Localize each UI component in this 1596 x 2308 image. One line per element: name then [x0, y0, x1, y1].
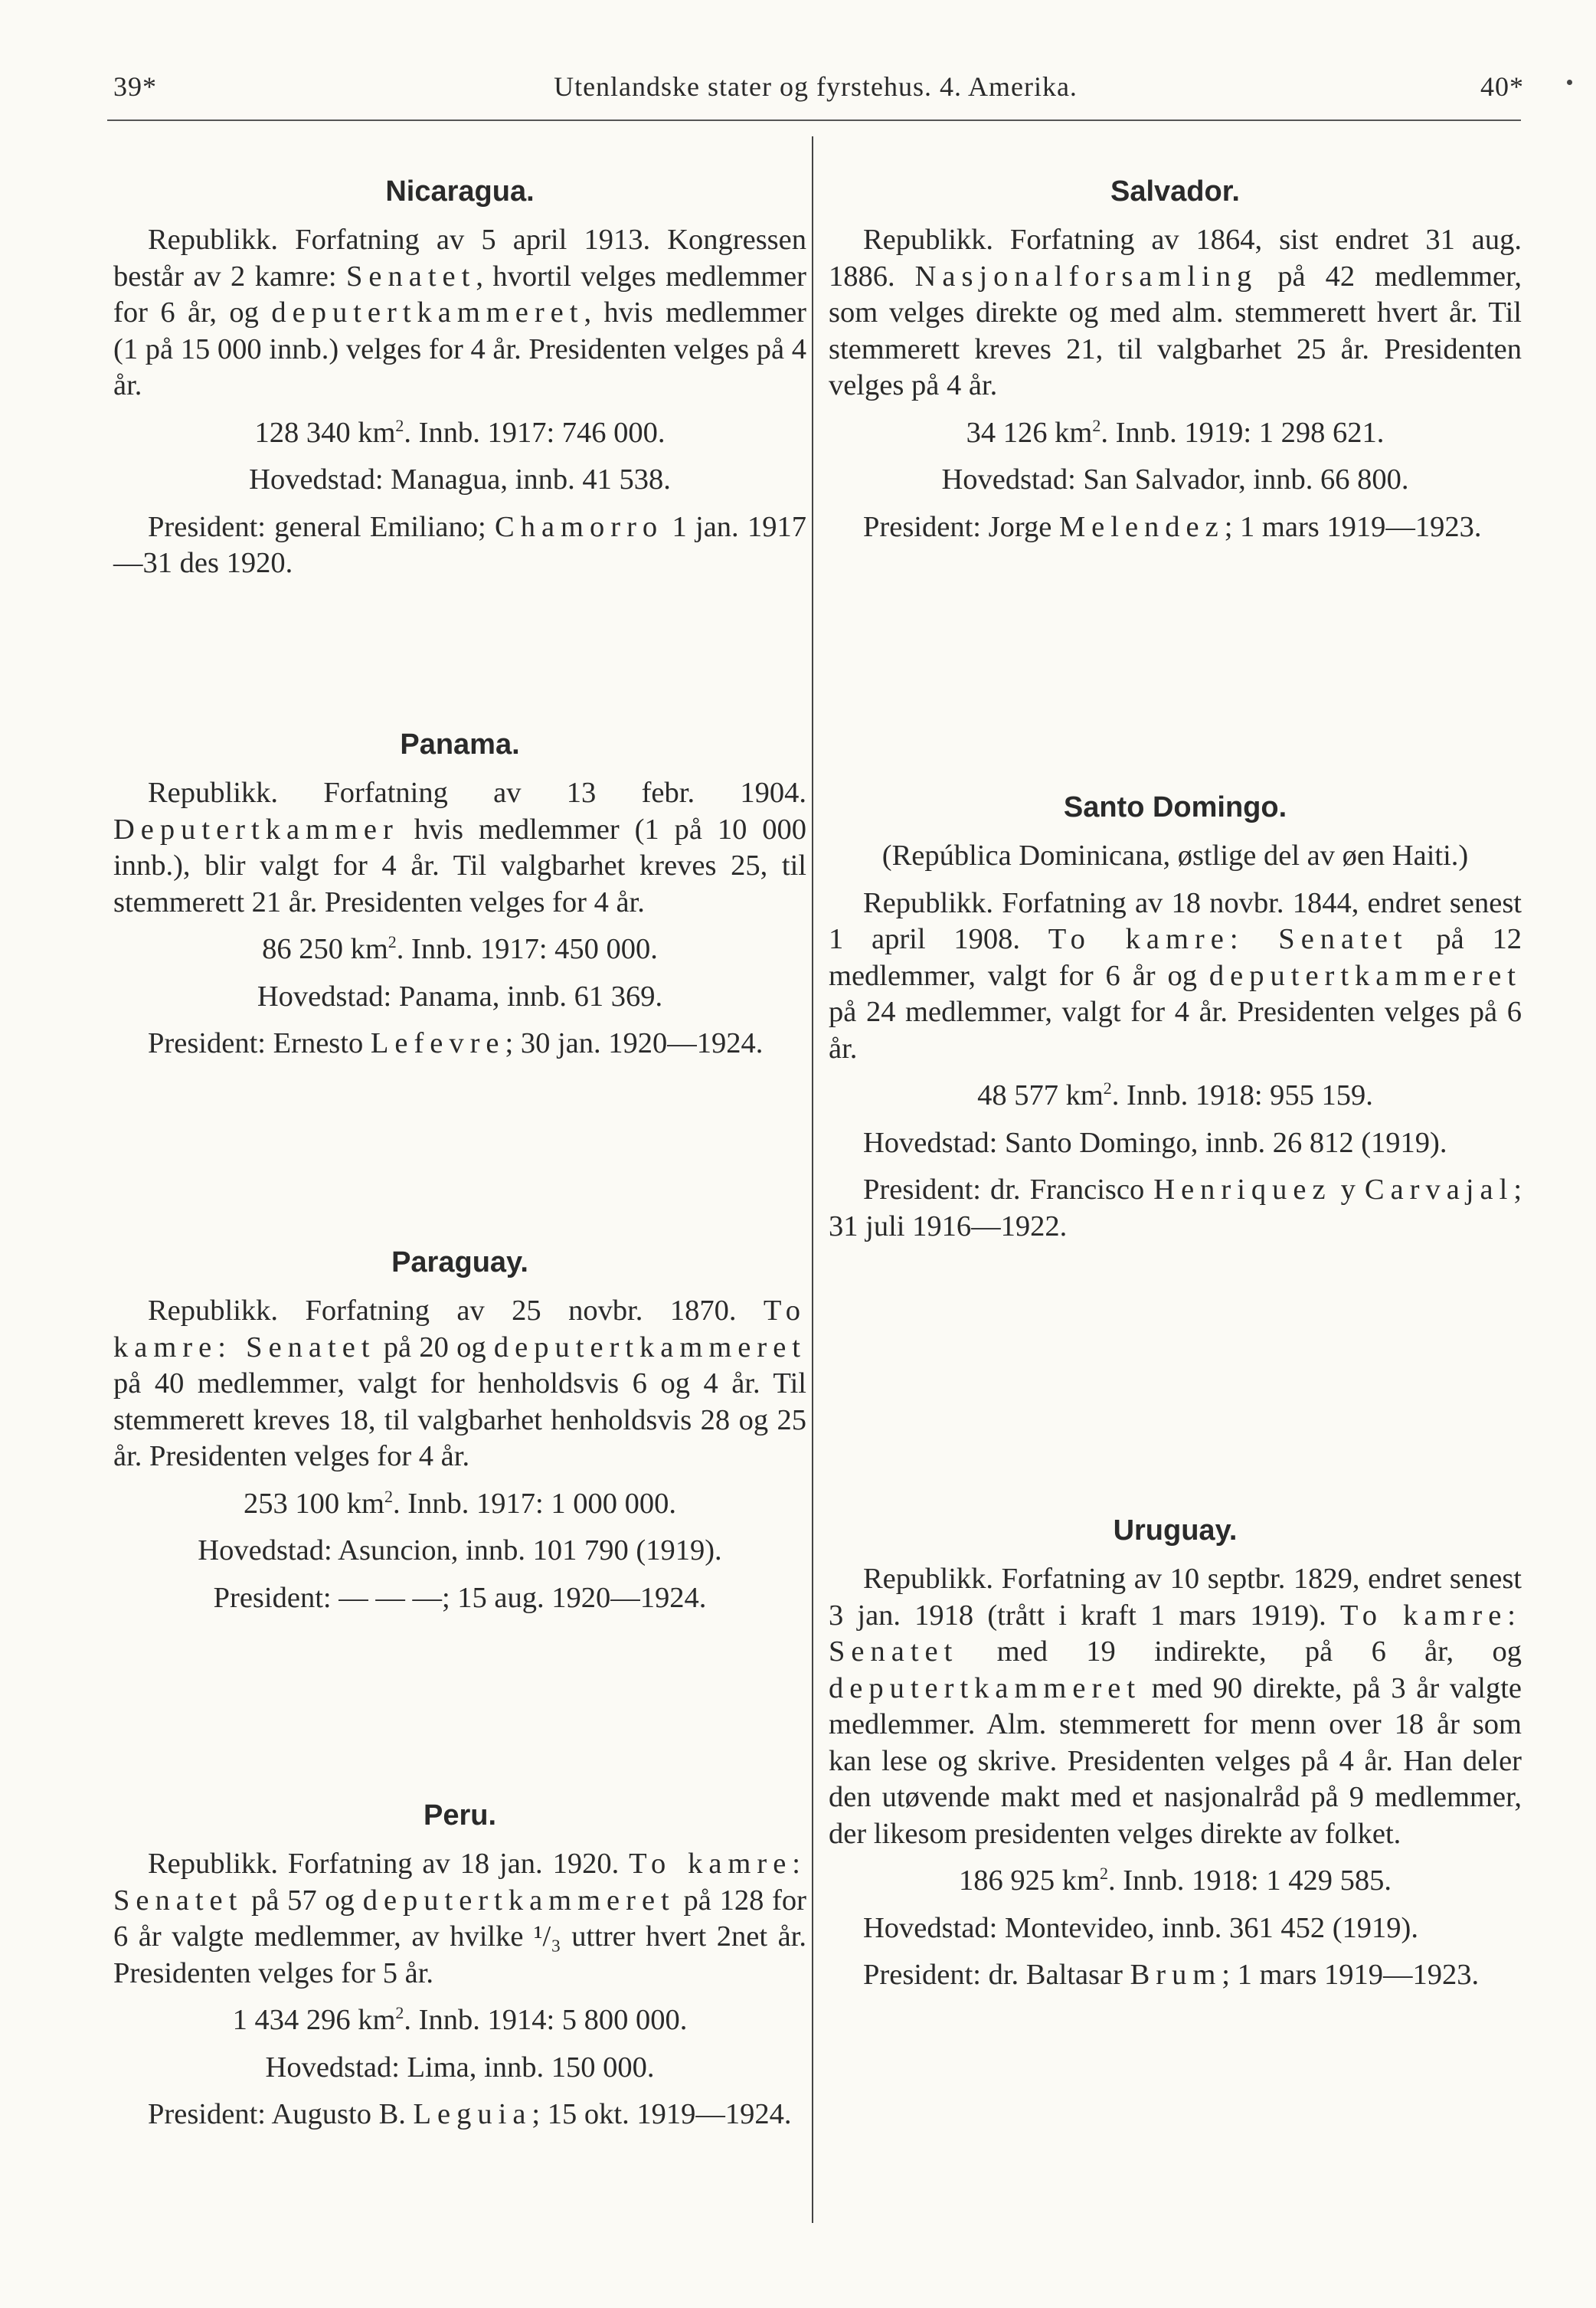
entry-nicaragua	[113, 173, 806, 582]
area-peru: 1 434 296 $km^2$. Innb. 1914: 5 800 000.	[232, 2003, 688, 2036]
capital-uruguay: Hovedstad: Montevideo, innb. 361 452 (1919).	[863, 1911, 1418, 1944]
capital-peru: Hovedstad: Lima, innb. 150 000.	[265, 2051, 655, 2084]
area-santo-domingo: 48 577 $km^2$. Innb. 1918: 955 159.	[977, 1079, 1373, 1111]
page-number-left: 39*	[113, 71, 157, 102]
president-panama: President: Ernesto Lefevre; 30 jan. 1920—1924.	[148, 1027, 764, 1059]
area-uruguay: 186 925 $km^2$. Innb. 1918: 1 429 585.	[959, 1864, 1392, 1897]
president-peru: President: Augusto B. Leguia; 15 okt. 1919—1924.	[148, 2098, 792, 2130]
heading-panama: Panama.	[400, 728, 520, 761]
running-title: Utenlandske stater og fyrstehus. 4. Amerika.	[554, 71, 1078, 102]
note-santo-domingo: (República Dominicana, østlige del av øen Haiti.)	[881, 840, 1469, 872]
capital-nicaragua: Hovedstad: Managua, innb. 41 538.	[249, 463, 671, 496]
heading-paraguay: Paraguay.	[391, 1246, 528, 1278]
constitution-paraguay: Republikk. Forfatning av 25 novbr. 1870. To kamre: Senatet på 20 og deputertkammeret på 40 medlemmer, valgt for henholdsvis 6 og 4 år. Til stemmerett kreves 18, til valgbarhet henholdsvis 28 og 25 år. Presidenten velges for 4 år.	[113, 1295, 806, 1472]
president-paraguay: President: — — —; 15 aug. 1920—1924.	[213, 1581, 707, 1614]
entry-uruguay	[829, 1512, 1522, 1994]
entry-paraguay	[113, 1244, 806, 1616]
constitution-panama: Republikk. Forfatning av 13 febr. 1904. Deputertkammer hvis medlemmer (1 på 10 000 innb.), blir valgt for 4 år. Til valgbarhet kreves 25, til stemmerett 21 år. Presidenten velges for 4 år.	[113, 777, 806, 918]
heading-peru: Peru.	[423, 1799, 497, 1832]
constitution-peru: Republikk. Forfatning av 18 jan. 1920. To kamre: Senatet på 57 og deputertkammeret på 128 for 6 år valgte medlemmer, av hvilke ¹/₃ uttrer hvert 2net år. Presidenten velges for 5 år.	[113, 1848, 807, 1989]
area-salvador: 34 126 $km^2$. Innb. 1919: 1 298 621.	[966, 415, 1385, 449]
column-divider	[812, 136, 813, 2223]
president-nicaragua: President: general Emiliano; Chamorro 1 jan. 1917—31 des 1920.	[113, 510, 806, 579]
entry-santo-domingo	[829, 789, 1522, 1245]
heading-salvador: Salvador.	[1110, 175, 1240, 208]
entry-panama	[113, 726, 806, 1062]
president-uruguay: President: dr. Baltasar Brum; 1 mars 1919—1923.	[863, 1959, 1480, 1991]
capital-santo-domingo: Hovedstad: Santo Domingo, innb. 26 812 (1919).	[863, 1126, 1447, 1159]
header-rule	[107, 119, 1521, 121]
constitution-uruguay: Republikk. Forfatning av 10 septbr. 1829, endret senest 3 jan. 1918 (trått i kraft 1 mars 1919). To kamre: Senatet med 19 indirekte, på 6 år, og deputertkammeret med 90 direkte, på 3 år valgte medlemmer. Alm. stemmerett for menn over 18 år som kan lese og skrive. Presidenten velges på 4 år. Han deler den utøvende makt med et nasjonalråd på 9 medlemmer, der likesom presidenten velges direkte av folket.	[829, 1563, 1522, 1850]
capital-salvador: Hovedstad: San Salvador, innb. 66 800.	[941, 463, 1409, 496]
entry-peru	[113, 1797, 806, 2133]
page-number-right: 40*	[1480, 71, 1524, 102]
constitution-santo-domingo: Republikk. Forfatning av 18 novbr. 1844, endret senest 1 april 1908. To kamre: Senatet på 12 medlemmer, valgt for 6 år og deputertkammeret på 24 medlemmer, valgt for 4 år. Presidenten velges på 6 år.	[829, 886, 1522, 1065]
constitution-nicaragua: Republikk. Forfatning av 5 april 1913. Kongressen består av 2 kamre: Senatet, hvortil velges medlemmer for 6 år, og deputertkammeret, hvis medlemmer (1 på 15 000 innb.) velges for 4 år. Presidenten velges på 4 år.	[113, 224, 807, 401]
constitution-salvador: Republikk. Forfatning av 1864, sist endret 31 aug. 1886. Nasjonalforsamling på 42 medlemmer, som velges direkte og med alm. stemmerett hvert år. Til stemmerett kreves 21, til valgbarhet 25 år. Presidenten velges på 4 år.	[829, 224, 1522, 401]
entry-salvador	[829, 173, 1522, 545]
ink-dot	[1567, 80, 1572, 85]
capital-panama: Hovedstad: Panama, innb. 61 369.	[257, 980, 663, 1013]
president-santo-domingo: President: dr. Francisco Henriquez y Carvajal; 31 juli 1916—1922.	[829, 1174, 1522, 1242]
running-header	[107, 70, 1524, 109]
heading-santo-domingo: Santo Domingo.	[1063, 791, 1287, 823]
president-salvador: President: Jorge Melendez; 1 mars 1919—1923.	[863, 510, 1482, 543]
heading-uruguay: Uruguay.	[1113, 1514, 1238, 1547]
capital-paraguay: Hovedstad: Asuncion, innb. 101 790 (1919).	[198, 1534, 722, 1566]
area-nicaragua: 128 340 $km^2$. Innb. 1917: 746 000.	[254, 415, 666, 449]
heading-nicaragua: Nicaragua.	[385, 175, 535, 208]
area-panama: 86 250 $km^2$. Innb. 1917: 450 000.	[262, 932, 658, 965]
area-paraguay: 253 100 $km^2$. Innb. 1917: 1 000 000.	[244, 1486, 676, 1520]
